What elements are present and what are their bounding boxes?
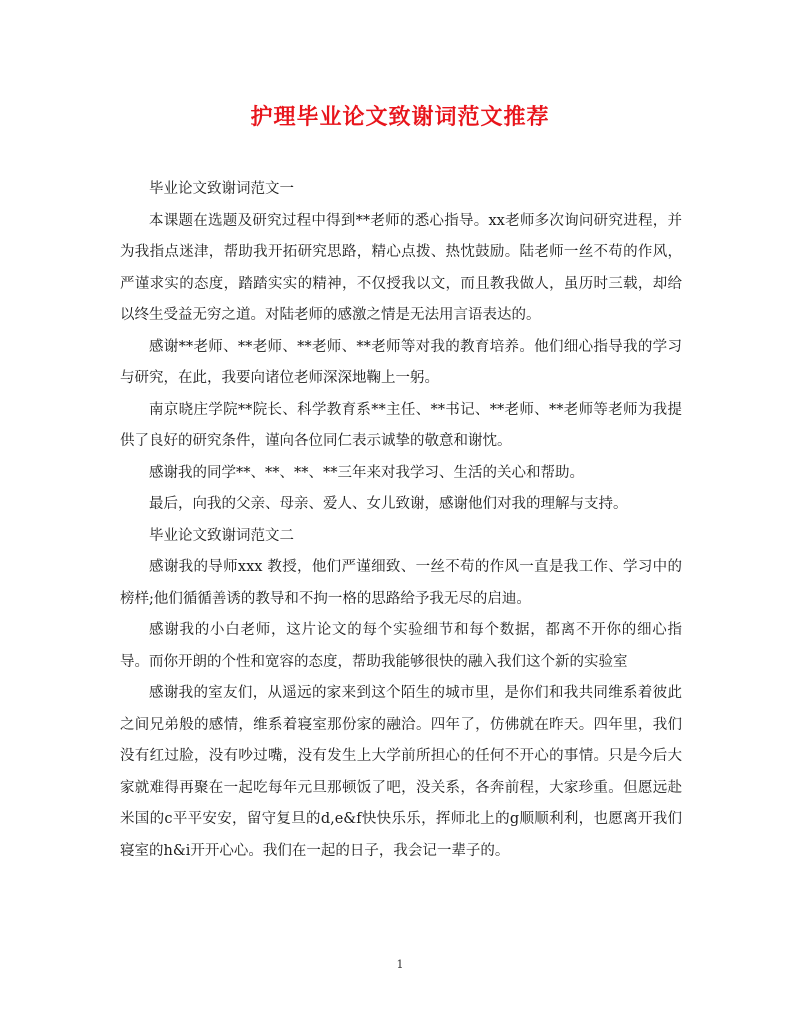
paragraph: 感谢我的同学**、**、**、**三年来对我学习、生活的关心和帮助。	[149, 464, 584, 481]
page-number: 1	[396, 958, 404, 971]
document-title: 护理毕业论文致谢词范文推荐	[250, 104, 550, 130]
paragraph: 感谢我的导师xxx 教授，他们严谨细致、一丝不苟的作风一直是我工作、学习中的榜样;他们循循善诱的教导和不拘一格的思路给予我无尽的启迪。	[120, 559, 682, 607]
section-heading-one: 毕业论文致谢词范文一	[149, 181, 294, 197]
paragraph: 感谢我的室友们，从遥远的家来到这个陌生的城市里，是你们和我共同维系着彼此之间兄弟般的感情，维系着寝室那份家的融洽。四年了，仿佛就在昨天。四年里，我们没有红过脸，没有吵过嘴，没有发生上大学前所担心的任何不开心的事情。只是今后大家就难得再聚在一起吃每年元旦那顿饭了吧，没关系，各奔前程，大家珍重。但愿远赴米国的c平平安安，留守复旦的d,e&f快快乐乐，挥师北上的g顺顺利利，也愿离开我们寝室的h&i开开心心。我们在一起的日子，我会记一辈子的。	[120, 685, 682, 859]
paragraph: 感谢**老师、**老师、**老师、**老师等对我的教育培养。他们细心指导我的学习与研究，在此，我要向诸位老师深深地鞠上一躬。	[120, 338, 682, 386]
paragraph: 感谢我的小白老师，这片论文的每个实验细节和每个数据，都离不开你的细心指导。而你开朗的个性和宽容的态度，帮助我能够很快的融入我们这个新的实验室	[120, 622, 682, 670]
paragraph: 南京晓庄学院**院长、科学教育系**主任、**书记、**老师、**老师等老师为我提供了良好的研究条件，谨向各位同仁表示诚挚的敬意和谢忱。	[120, 401, 682, 449]
paragraph: 本课题在选题及研究过程中得到**老师的悉心指导。xx老师多次询问研究进程，并为我指点迷津，帮助我开拓研究思路，精心点拨、热忱鼓励。陆老师一丝不苟的作风，严谨求实的态度，踏踏实实的精神，不仅授我以文，而且教我做人，虽历时三载，却给以终生受益无穷之道。对陆老师的感激之情是无法用言语表达的。	[120, 212, 682, 323]
document-body	[120, 174, 682, 867]
section-heading-two: 毕业论文致谢词范文二	[149, 527, 294, 544]
paragraph: 最后，向我的父亲、母亲、爱人、女儿致谢，感谢他们对我的理解与支持。	[149, 496, 628, 512]
